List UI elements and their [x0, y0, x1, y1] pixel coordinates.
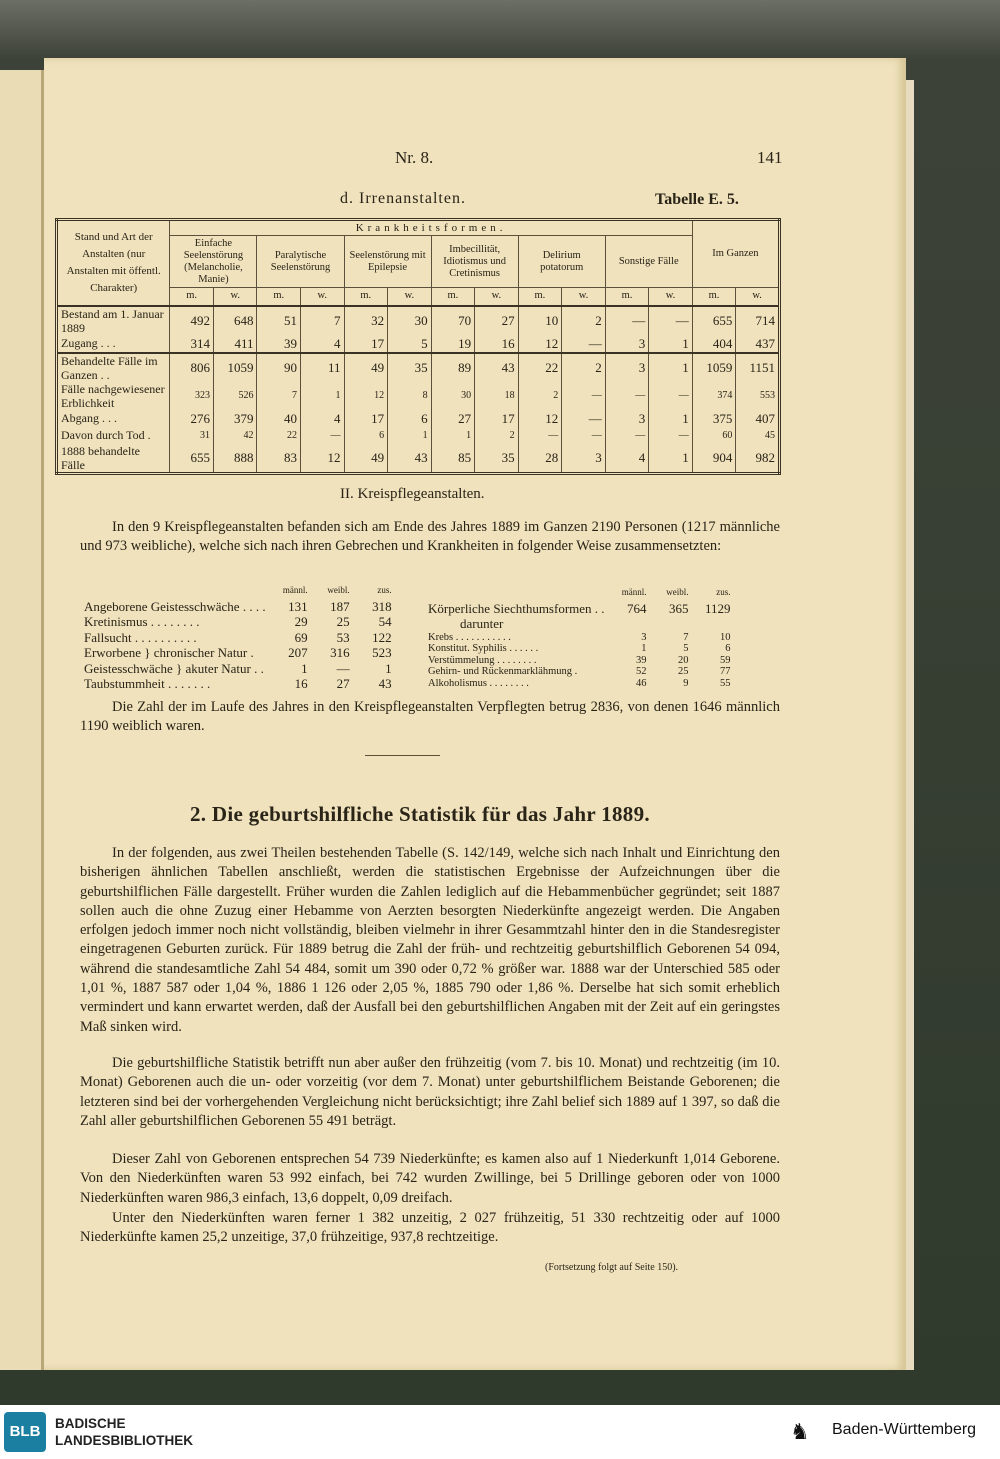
column-header: Seelenstörung mit Epilepsie [344, 236, 431, 288]
cell: 27 [336, 676, 350, 691]
table-row [57, 382, 780, 410]
cell: 1 [641, 643, 647, 654]
blb-logo[interactable]: BLB [4, 1412, 46, 1452]
column-header: Sonstige Fälle [605, 236, 692, 288]
table-cell: 3 [605, 335, 649, 353]
table-cell: 7 [257, 382, 301, 410]
row-label: Erworbene } chronischer Natur . [84, 645, 254, 660]
cell: 39 [636, 654, 647, 666]
table-row [57, 427, 780, 444]
cell: 318 [372, 598, 392, 614]
row-label: Angeborene Geistesschwäche . . . . [84, 598, 266, 614]
paragraph: In der folgenden, aus zwei Theilen bestehenden Tabelle (S. 142/149, welche sich nach Inhalt und Einrichtung den bisherigen ähnlichen Tabellen anschließt, werden die statistischen Ergebnisse der Aufzeichnungen über die geburtshilflichen Fälle dargestellt. Früher wurden die Zahlen lediglich auf die Hebammenbücher gegründet; seit 1887 sollen auch die ohne Zuzug einer Hebamme von Aerzten besorgten Niederkünfte angezeigt werden. Die Angaben erfolgen jedoch immer noch nicht vollständig, bleiben vielmehr in ihrer Gesammtzahl hinter den in die Standesregister eingetragenen Geburten zurück. Für 1889 betrug die Zahl der früh- und rechtzeitig geburtshilflich Geborenen 54 094, während die standesamtliche Zahl 54 484, somit um 390 oder 0,72 % größer war. 1888 war der Unterschied 585 oder 1,01 %, 1887 587 oder 1,04 %, 1886 1 126 oder 2,05 %, 1885 790 oder 1,86 %. Derselbe hat sich somit erheblich vermindert und kann erwartet werden, daß der Ausfall bei den geburtshilflichen Angaben mit der Zeit auf ein geringstes Maß sinken wird. [80, 845, 780, 1035]
sex-subheader: m. [518, 288, 562, 306]
cell: — [336, 660, 350, 676]
cell: 54 [378, 614, 392, 629]
row-label: Abgang . . . [57, 410, 170, 427]
table-cell: 51 [257, 306, 301, 335]
table-cell: 35 [475, 444, 519, 474]
stat-row [80, 645, 396, 661]
table-cell: 39 [257, 335, 301, 353]
col-header: zus. [716, 587, 731, 597]
section-divider [365, 755, 440, 756]
col-header: männl. [282, 585, 308, 595]
table-cell: — [562, 410, 606, 427]
paragraph: Unter den Niederkünften waren ferner 1 382 unzeitig, 2 027 frühzeitig, 51 330 rechtzeitig oder auf 1000 Niederkünfte kamen 25,2 unzeitige, 37,0 frühzeitige, 937,8 rechtzeitige. [80, 1210, 780, 1246]
row-label: Gehirn- und Rückenmarklähmung . [428, 666, 578, 677]
stat-row [424, 632, 735, 644]
table-cell: 437 [736, 335, 780, 353]
sex-subheader: m. [257, 288, 301, 306]
row-label: Behandelte Fälle im Ganzen . . [57, 353, 170, 382]
cell: 77 [720, 666, 731, 677]
table-cell: 49 [344, 353, 388, 382]
table-cell: — [605, 382, 649, 410]
corner-header: Stand und Art der Anstalten (nur Anstalten mit öffentl. Charakter) [57, 220, 170, 306]
sex-subheader: w. [388, 288, 432, 306]
table-cell: 4 [605, 444, 649, 474]
row-label: Fallsucht . . . . . . . . . . [84, 629, 197, 645]
table-cell: 3 [605, 410, 649, 427]
cell: 25 [336, 614, 350, 629]
paragraph: Dieser Zahl von Geborenen entsprechen 54 739 Niederkünfte; es kamen also auf 1 Niederkunft 1,014 Geborene. Von den Niederkünften waren 53 992 einfach, bei 742 wurden Zwillinge, bei 5 Drillinge geboren oder von 1000 Niederkünften waren 986,3 einfach, 13,6 doppelt, 0,09 dreifach. [80, 1151, 780, 1206]
sex-subheader: w. [213, 288, 257, 306]
table-cell: 10 [518, 306, 562, 335]
page-stack-edge [906, 80, 914, 1370]
table-cell: 60 [692, 427, 736, 444]
cell: 16 [294, 676, 308, 691]
stat-table-left [80, 583, 396, 692]
table-cell: 83 [257, 444, 301, 474]
table-cell: 27 [475, 306, 519, 335]
table-cell: 2 [475, 427, 519, 444]
table-cell: — [562, 335, 606, 353]
table-row [57, 410, 780, 427]
left-page-edge [0, 70, 44, 1370]
table-cell: 4 [301, 335, 345, 353]
cell: 55 [720, 677, 731, 689]
row-label: darunter [460, 616, 504, 631]
table-cell: 89 [431, 353, 475, 382]
table-cell: 1 [649, 353, 693, 382]
table-cell: 806 [170, 353, 214, 382]
cell: 10 [720, 631, 731, 643]
table-id: Tabelle E. 5. [655, 191, 739, 208]
table-cell: 17 [475, 410, 519, 427]
col-header: weibl. [327, 585, 350, 595]
table-cell: 2 [562, 306, 606, 335]
table-cell: 1059 [213, 353, 257, 382]
stat-row [80, 614, 396, 630]
stat-row [80, 661, 396, 677]
col-header: weibl. [666, 587, 689, 597]
table-cell: 526 [213, 382, 257, 410]
continuation-note: (Fortsetzung folgt auf Seite 150). [545, 1262, 679, 1273]
table-cell: 42 [213, 427, 257, 444]
table-cell: — [605, 427, 649, 444]
table-cell: — [562, 382, 606, 410]
row-label: Kretinismus . . . . . . . . [84, 614, 200, 629]
table-cell: 655 [692, 306, 736, 335]
library-name-line: BADISCHE [55, 1416, 126, 1431]
state-name[interactable]: Baden-Württemberg [832, 1421, 977, 1438]
stat-row [424, 643, 735, 655]
table-cell: 11 [301, 353, 345, 382]
row-label: Krebs . . . . . . . . . . . [428, 631, 511, 643]
table-cell: 276 [170, 410, 214, 427]
table-cell: 3 [562, 444, 606, 474]
table-cell: — [649, 382, 693, 410]
cell: 25 [678, 666, 689, 677]
sex-subheader: m. [605, 288, 649, 306]
row-label: Zugang . . . [57, 335, 170, 353]
library-name[interactable] [55, 1415, 193, 1449]
table-cell: 22 [257, 427, 301, 444]
table-cell: 43 [388, 444, 432, 474]
row-label: Konstitut. Syphilis . . . . . . [428, 643, 539, 654]
section-heading: 2. Die geburtshilfliche Statistik für das Jahr 1889. [190, 802, 650, 826]
row-label: Geistesschwäche } akuter Natur . . [84, 660, 264, 676]
cell: 9 [683, 677, 689, 689]
table-cell: 1 [388, 427, 432, 444]
table-cell: 1 [649, 444, 693, 474]
stat-row [80, 676, 396, 692]
stat-row [424, 678, 735, 690]
footer-bar [0, 1405, 1000, 1459]
sex-subheader: w. [562, 288, 606, 306]
cell: 69 [294, 629, 308, 645]
table-cell: 411 [213, 335, 257, 353]
table-cell: 30 [388, 306, 432, 335]
cell: 1 [385, 660, 392, 676]
sex-subheader: m. [692, 288, 736, 306]
table-cell: 1 [649, 410, 693, 427]
table-cell: 32 [344, 306, 388, 335]
issue-number: Nr. 8. [395, 148, 434, 167]
row-label: Verstümmelung . . . . . . . . [428, 654, 537, 666]
sex-subheader: w. [649, 288, 693, 306]
table-row [57, 306, 780, 335]
table-cell: 904 [692, 444, 736, 474]
table-cell: 379 [213, 410, 257, 427]
table-cell: 648 [213, 306, 257, 335]
paragraph: In den 9 Kreispflegeanstalten befanden sich am Ende des Jahres 1889 im Ganzen 2190 Personen (1217 männliche und 973 weibliche), welche sich nach ihren Gebrechen und Krankheiten in folgender Weise zusammensetzten: [80, 519, 780, 555]
row-label: Bestand am 1. Januar 1889 [57, 306, 170, 335]
column-header: Paralytische Seelenstörung [257, 236, 344, 288]
table-cell: 27 [431, 410, 475, 427]
cell: 29 [294, 614, 308, 629]
table-cell: 407 [736, 410, 780, 427]
col-header: männl. [621, 587, 647, 597]
table-cell: 30 [431, 382, 475, 410]
cell: 1129 [705, 600, 731, 616]
table-cell: 18 [475, 382, 519, 410]
col-header: zus. [377, 585, 392, 595]
page-number: 141 [757, 148, 783, 167]
table-cell: 323 [170, 382, 214, 410]
cell: 131 [288, 598, 308, 614]
table-cell: 1059 [692, 353, 736, 382]
cell: 1 [301, 660, 308, 676]
stat-row [80, 630, 396, 646]
table-cell: 4 [301, 410, 345, 427]
table-cell: 1 [431, 427, 475, 444]
table-cell: 70 [431, 306, 475, 335]
row-label: 1888 behandelte Fälle [57, 444, 170, 474]
column-header: Im Ganzen [692, 220, 779, 288]
table-cell: 31 [170, 427, 214, 444]
table-cell: 7 [301, 306, 345, 335]
cell: 207 [288, 645, 308, 660]
coat-of-arms-icon: ♞ [790, 1419, 810, 1444]
table-cell: 982 [736, 444, 780, 474]
table-cell: — [605, 306, 649, 335]
table-cell: 314 [170, 335, 214, 353]
table-row [57, 335, 780, 353]
paragraph: Die Zahl der im Laufe des Jahres in den Kreispflegeanstalten Verpflegten betrug 2836, von denen 1646 männlich 1190 weiblich waren. [80, 699, 780, 735]
table-cell: 22 [518, 353, 562, 382]
table-cell: 2 [518, 382, 562, 410]
column-header: Einfache Seelenstörung (Melancholie, Manie) [170, 236, 257, 288]
cell: 46 [636, 677, 647, 689]
table-cell: 12 [518, 410, 562, 427]
paragraph: Die geburtshilfliche Statistik betrifft nun aber außer den frühzeitig (vom 7. bis 10. Monat) und rechtzeitig (im 10. Monat) Geborenen auch die un- oder vorzeitig (vor dem 7. Monat) unter geburtshilflichem Beistande Geborenen; die letzteren sind bei der vorhergehenden Vergleichung nicht berücksichtigt; ihre Zahl belief sich 1889 auf 1 397, so daß die Zahl aller geburtshilflichen Geborenen 55 491 beträgt. [80, 1055, 780, 1129]
cell: 7 [683, 631, 689, 643]
cell: 6 [725, 643, 731, 654]
table-cell: 16 [475, 335, 519, 353]
table-cell: 85 [431, 444, 475, 474]
table-row [57, 444, 780, 474]
group-header: Krankheitsformen. [170, 220, 692, 236]
table-cell: 8 [388, 382, 432, 410]
table-cell: 43 [475, 353, 519, 382]
table-cell: 374 [692, 382, 736, 410]
row-label: Taubstummheit . . . . . . . [84, 676, 211, 691]
stat-table-right [424, 585, 735, 689]
stat-row [424, 666, 735, 678]
table-cell: 375 [692, 410, 736, 427]
table-cell: 28 [518, 444, 562, 474]
table-cell: 888 [213, 444, 257, 474]
table-cell: 404 [692, 335, 736, 353]
table-cell: 553 [736, 382, 780, 410]
table-cell: 17 [344, 335, 388, 353]
row-label: Körperliche Siechthumsformen . . [428, 600, 605, 616]
cell: 122 [372, 629, 392, 645]
table-cell: 35 [388, 353, 432, 382]
table-cell: 40 [257, 410, 301, 427]
cell: 43 [378, 676, 392, 691]
table-cell: 3 [605, 353, 649, 382]
table-cell: 90 [257, 353, 301, 382]
table-cell: 17 [344, 410, 388, 427]
cell: 316 [330, 645, 350, 660]
row-label: Alkoholismus . . . . . . . . [428, 677, 529, 689]
sex-subheader: w. [475, 288, 519, 306]
table-cell: 6 [388, 410, 432, 427]
table-row [57, 353, 780, 382]
stat-row [80, 599, 396, 615]
sex-subheader: m. [431, 288, 475, 306]
table-cell: 45 [736, 427, 780, 444]
cell: 365 [669, 600, 689, 616]
sex-subheader: w. [736, 288, 780, 306]
table-cell: — [301, 427, 345, 444]
table-cell: 1151 [736, 353, 780, 382]
library-name-line: LANDESBIBLIOTHEK [55, 1433, 193, 1448]
cell: 3 [641, 631, 647, 643]
table-cell: 6 [344, 427, 388, 444]
sex-subheader: m. [170, 288, 214, 306]
table-cell: 1 [649, 335, 693, 353]
table-cell: — [649, 306, 693, 335]
row-label: Fälle nachgewiesener Erblichkeit [57, 382, 170, 410]
section-title: d. Irrenanstalten. [340, 190, 466, 207]
cell: 5 [683, 643, 689, 654]
cell: 764 [627, 600, 647, 616]
column-header: Imbecillität, Idiotismus und Cretinismus [431, 236, 518, 288]
table-cell: 2 [562, 353, 606, 382]
sex-subheader: w. [301, 288, 345, 306]
sex-subheader: m. [344, 288, 388, 306]
table-cell: 714 [736, 306, 780, 335]
table-cell: 492 [170, 306, 214, 335]
table-cell: — [649, 427, 693, 444]
table-cell: 5 [388, 335, 432, 353]
table-cell: 1 [301, 382, 345, 410]
stat-row [424, 655, 735, 667]
cell: 53 [336, 629, 350, 645]
table-cell: 12 [344, 382, 388, 410]
irrenanstalten-table [55, 218, 781, 475]
table-cell: — [562, 427, 606, 444]
table-cell: — [518, 427, 562, 444]
table-cell: 49 [344, 444, 388, 474]
table-cell: 12 [301, 444, 345, 474]
cell: 20 [678, 654, 689, 666]
table-cell: 19 [431, 335, 475, 353]
table-cell: 655 [170, 444, 214, 474]
row-label: Davon durch Tod . [57, 427, 170, 444]
table-cell: 12 [518, 335, 562, 353]
cell: 523 [372, 645, 392, 660]
cell: 59 [720, 654, 731, 666]
column-header: Delirium potatorum [518, 236, 605, 288]
cell: 187 [330, 598, 350, 614]
cell: 52 [636, 666, 647, 677]
section-ii-title: II. Kreispflegeanstalten. [340, 486, 485, 502]
